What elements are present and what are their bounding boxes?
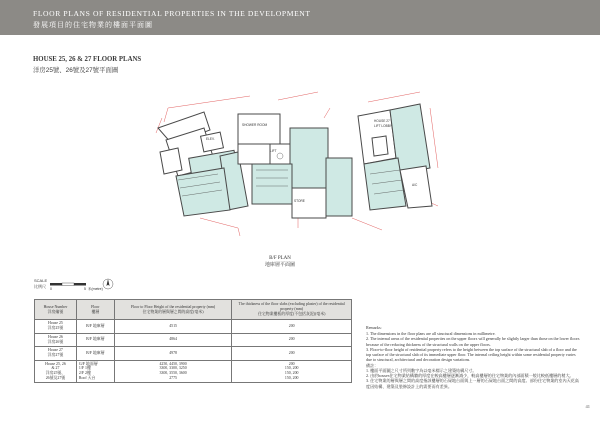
scale-unit: 米(metre) — [88, 287, 103, 291]
plan-caption-en: B/F PLAN — [269, 256, 291, 261]
remark-item: 2. 由於houses住宅物業結構牆的厚度在較高樓層逐漸減少，較高樓層的住宅物業的內部面積一般比較低樓層的稍大。 — [366, 373, 574, 379]
section-title: HOUSE 25, 26 & 27 FLOOR PLANS — [33, 56, 142, 63]
cell-height: 4515 — [114, 320, 232, 334]
cell-house: House 27 洋房27號 — [35, 347, 77, 361]
cell-floor: B/F 地庫層 — [76, 320, 114, 334]
scale-end: 5 — [84, 287, 86, 291]
section-title-chinese: 洋房25號、26號及27號平面圖 — [33, 67, 119, 74]
floor-plan-drawing — [120, 78, 480, 278]
remark-item: 2. The internal areas of the residential properties on the upper floors will generally be slightly larger than those on the lower floors because of the reducing thickness of the structural walls on the upper floors. — [366, 336, 580, 347]
floor-height-table — [34, 299, 352, 383]
page-title-chinese: 發展項目的住宅物業的樓面平面圖 — [33, 22, 153, 29]
cell-house: House 25 洋房25號 — [35, 320, 77, 334]
table-row — [35, 320, 352, 334]
cell-height: 4250, 4450, 3900 3300, 3300, 3250 3300, 3550, 3600 2775 — [114, 360, 232, 383]
elev-label: ELEV. — [206, 137, 215, 141]
house-25-plan — [158, 112, 248, 216]
plan-caption — [250, 256, 310, 268]
cell-slab: 200 — [232, 320, 352, 334]
cell-house: House 25, 26 & 27 洋房25號、 26號及27號 — [35, 360, 77, 383]
house-27-plan — [358, 104, 432, 210]
cell-slab: 200 150, 200 150, 200 150, 200 — [232, 360, 352, 383]
page-title: FLOOR PLANS OF RESIDENTIAL PROPERTIES IN THE DEVELOPMENT — [33, 9, 311, 18]
lift-lobby-label: LIFT LOBBY — [374, 124, 393, 128]
shower-room-label: SHOWER ROOM — [242, 123, 268, 127]
header-bar — [0, 0, 600, 35]
remark-item: 3. Floor-to-floor height of residential property refers to the height between the top surface of the structural slab of a floor and the top surface of the structural slab of its immediate upper floor. The internal ceiling height within some residential property varies due to structural, architectural and decoration design variations. — [366, 346, 577, 363]
remark-item: 1. 樓面平面圖之尺寸所列數字為以毫米標示之建築結構尺寸。 — [366, 367, 477, 373]
scale-label-zh: 比例尺 — [34, 284, 46, 289]
cell-house: House 26 洋房26號 — [35, 333, 77, 347]
cell-floor: G/F 地面層 1/F 1樓 2/F 2樓 Roof 天台 — [76, 360, 114, 383]
scale-bar — [34, 276, 124, 298]
remark-item: 備註： — [366, 362, 379, 368]
store-label: STORE — [294, 199, 305, 203]
remark-item: 1. The dimensions in the floor plans are all structural dimensions in millimetre. — [366, 331, 496, 337]
cell-height: 4864 — [114, 333, 232, 347]
house-27-label: HOUSE 27 — [374, 119, 390, 123]
page-number: 41 — [585, 404, 590, 409]
table-header-row — [35, 300, 352, 320]
header-floor-height: Floor to Floor Height of the residential property (mm) 住宅物業的層與層之間的高度(毫米) — [114, 300, 232, 320]
scale-label-en: SCALE — [34, 278, 48, 283]
cell-floor: B/F 地庫層 — [76, 347, 114, 361]
remark-item: 3. 住宅物業的層與層之間的高度指該樓層的石屎地台面與上一層的石屎地台面之間的高度。部份住宅物業的室內天花高度因結構、建築及裝修設計上的需要而有差異。 — [366, 378, 579, 389]
ac-label: A/C — [412, 183, 418, 187]
scale-zero: 0 — [50, 287, 52, 291]
table-row — [35, 333, 352, 347]
header-floor: Floor 樓層 — [76, 300, 114, 320]
cell-slab: 200 — [232, 333, 352, 347]
cell-floor: B/F 地庫層 — [76, 333, 114, 347]
header-slab-thickness: The thickness of the floor slabs (excluding plaster) of the residential property (mm) 住宅物業樓板的厚度(不包括灰泥)(毫米) — [232, 300, 352, 320]
header-house-number: House Number 洋房編號 — [35, 300, 77, 320]
remarks-block — [366, 325, 580, 389]
lift-label: LIFT — [270, 149, 277, 153]
plan-caption-zh: 地庫層平面圖 — [264, 263, 295, 268]
table-row — [35, 347, 352, 361]
cell-height: 4978 — [114, 347, 232, 361]
remarks-title: Remarks: — [366, 325, 382, 330]
cell-slab: 200 — [232, 347, 352, 361]
table-row — [35, 360, 352, 383]
north-arrow-icon — [103, 279, 113, 289]
